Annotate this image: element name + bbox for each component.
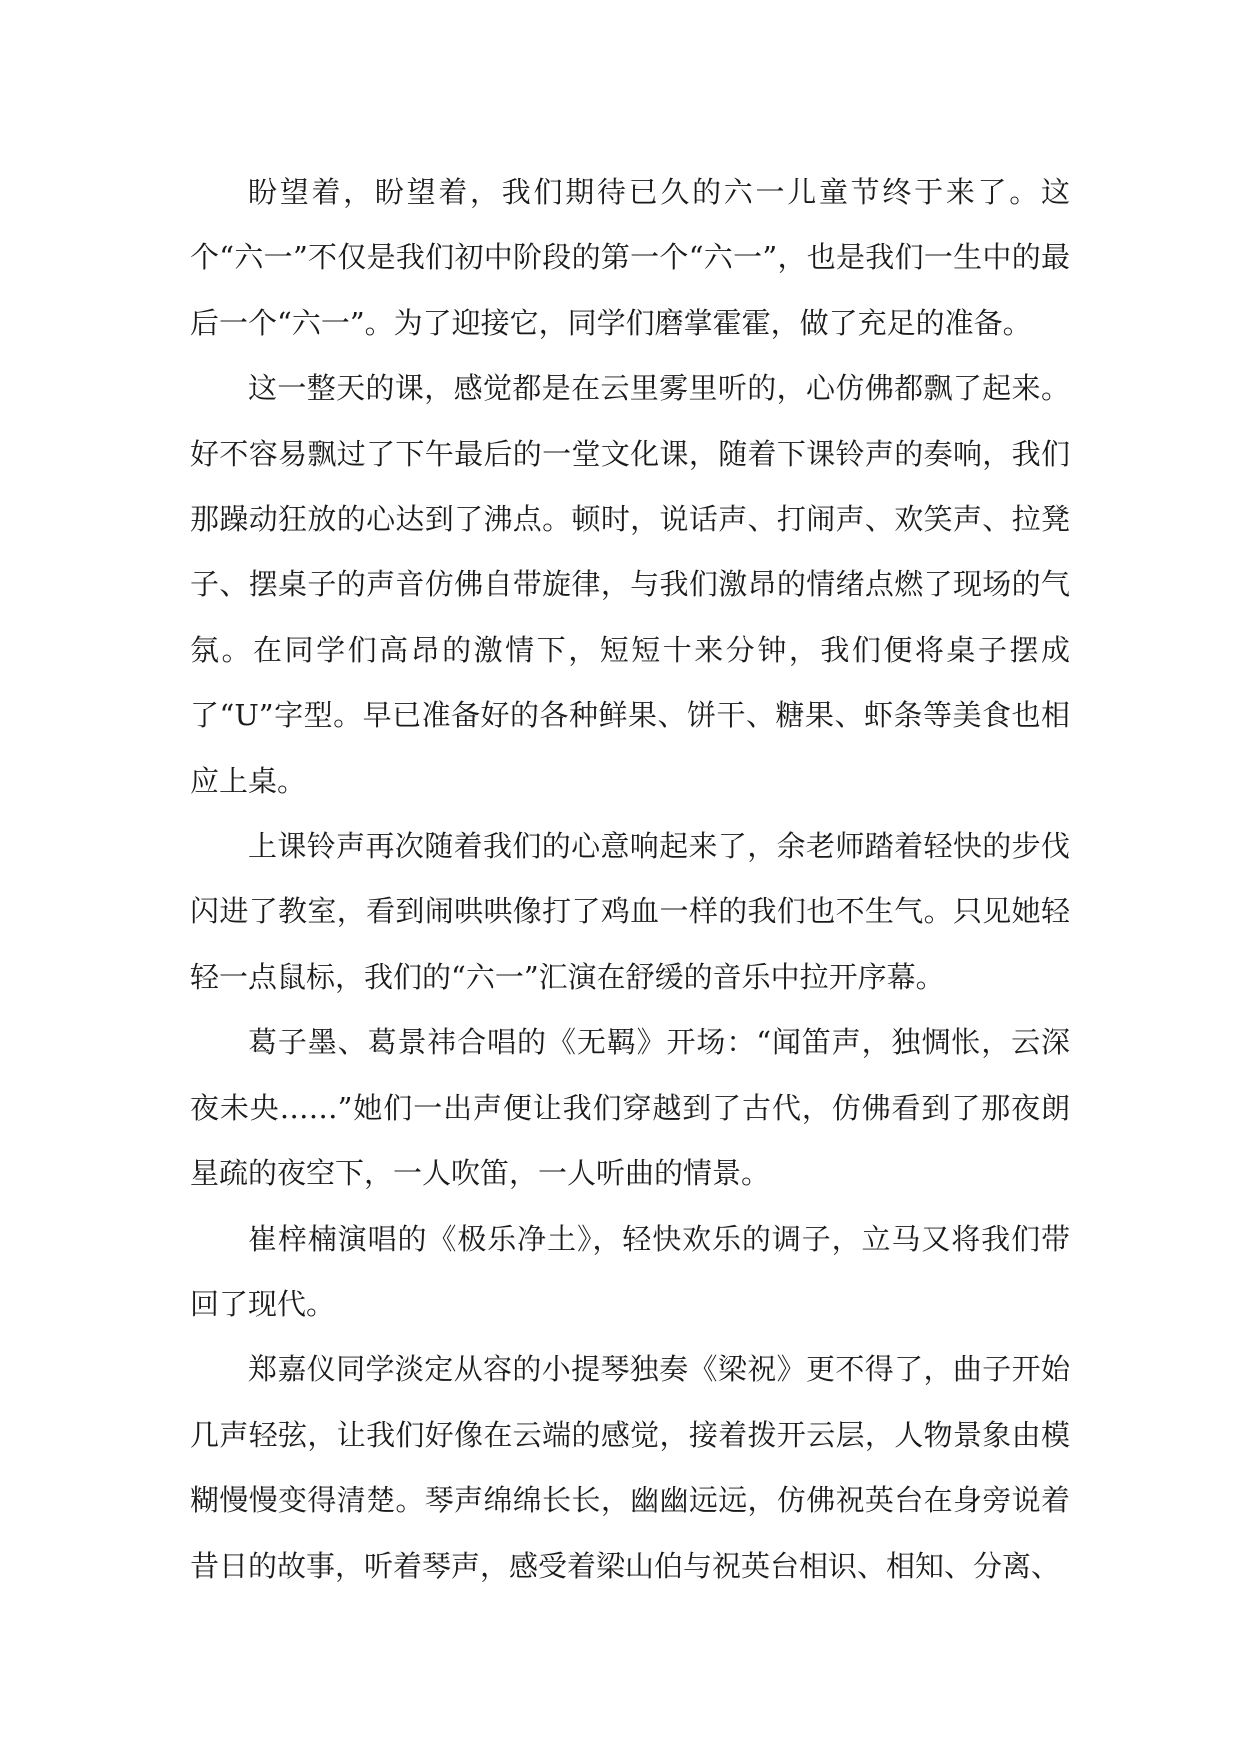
paragraph-1: 盼望着，盼望着，我们期待已久的六一儿童节终于来了。这个“六一”不仅是我们初中阶段的第一个“六一”，也是我们一生中的最后一个“六一”。为了迎接它，同学们磨掌霍霍，做了充足的准备。 (190, 175, 1070, 340)
paragraph-2: 这一整天的课，感觉都是在云里雾里听的，心仿佛都飘了起来。好不容易飘过了下午最后的一堂文化课，随着下课铃声的奏响，我们那躁动狂放的心达到了沸点。顿时，说话声、打闹声、欢笑声、拉凳子、摆桌子的声音仿佛自带旋律，与我们激昂的情绪点燃了现场的气氛。在同学们高昂的激情下，短短十来分钟，我们便将桌子摆成了“U”字型。早已准备好的各种鲜果、饼干、糖果、虾条等美食也相应上桌。 (190, 371, 1070, 798)
essay-body (190, 160, 1070, 1599)
paragraph-4: 葛子墨、葛景祎合唱的《无羁》开场：“闻笛声，独惆怅，云深夜未央……”她们一出声便让我们穿越到了古代，仿佛看到了那夜朗星疏的夜空下，一人吹笛，一人听曲的情景。 (190, 1025, 1070, 1191)
paragraph-6: 郑嘉仪同学淡定从容的小提琴独奏《梁祝》更不得了，曲子开始几声轻弦，让我们好像在云端的感觉，接着拨开云层，人物景象由模糊慢慢变得清楚。琴声绵绵长长，幽幽远远，仿佛祝英台在身旁说着昔日的故事，听着琴声，感受着梁山伯与祝英台相识、相知、分离、 (190, 1352, 1070, 1583)
paragraph-3: 上课铃声再次随着我们的心意响起来了，余老师踏着轻快的步伐闪进了教室，看到闹哄哄像打了鸡血一样的我们也不生气。只见她轻轻一点鼠标，我们的“六一”汇演在舒缓的音乐中拉开序幕。 (190, 829, 1070, 994)
paragraph-5: 崔梓楠演唱的《极乐净土》，轻快欢乐的调子，立马又将我们带回了现代。 (190, 1221, 1070, 1321)
